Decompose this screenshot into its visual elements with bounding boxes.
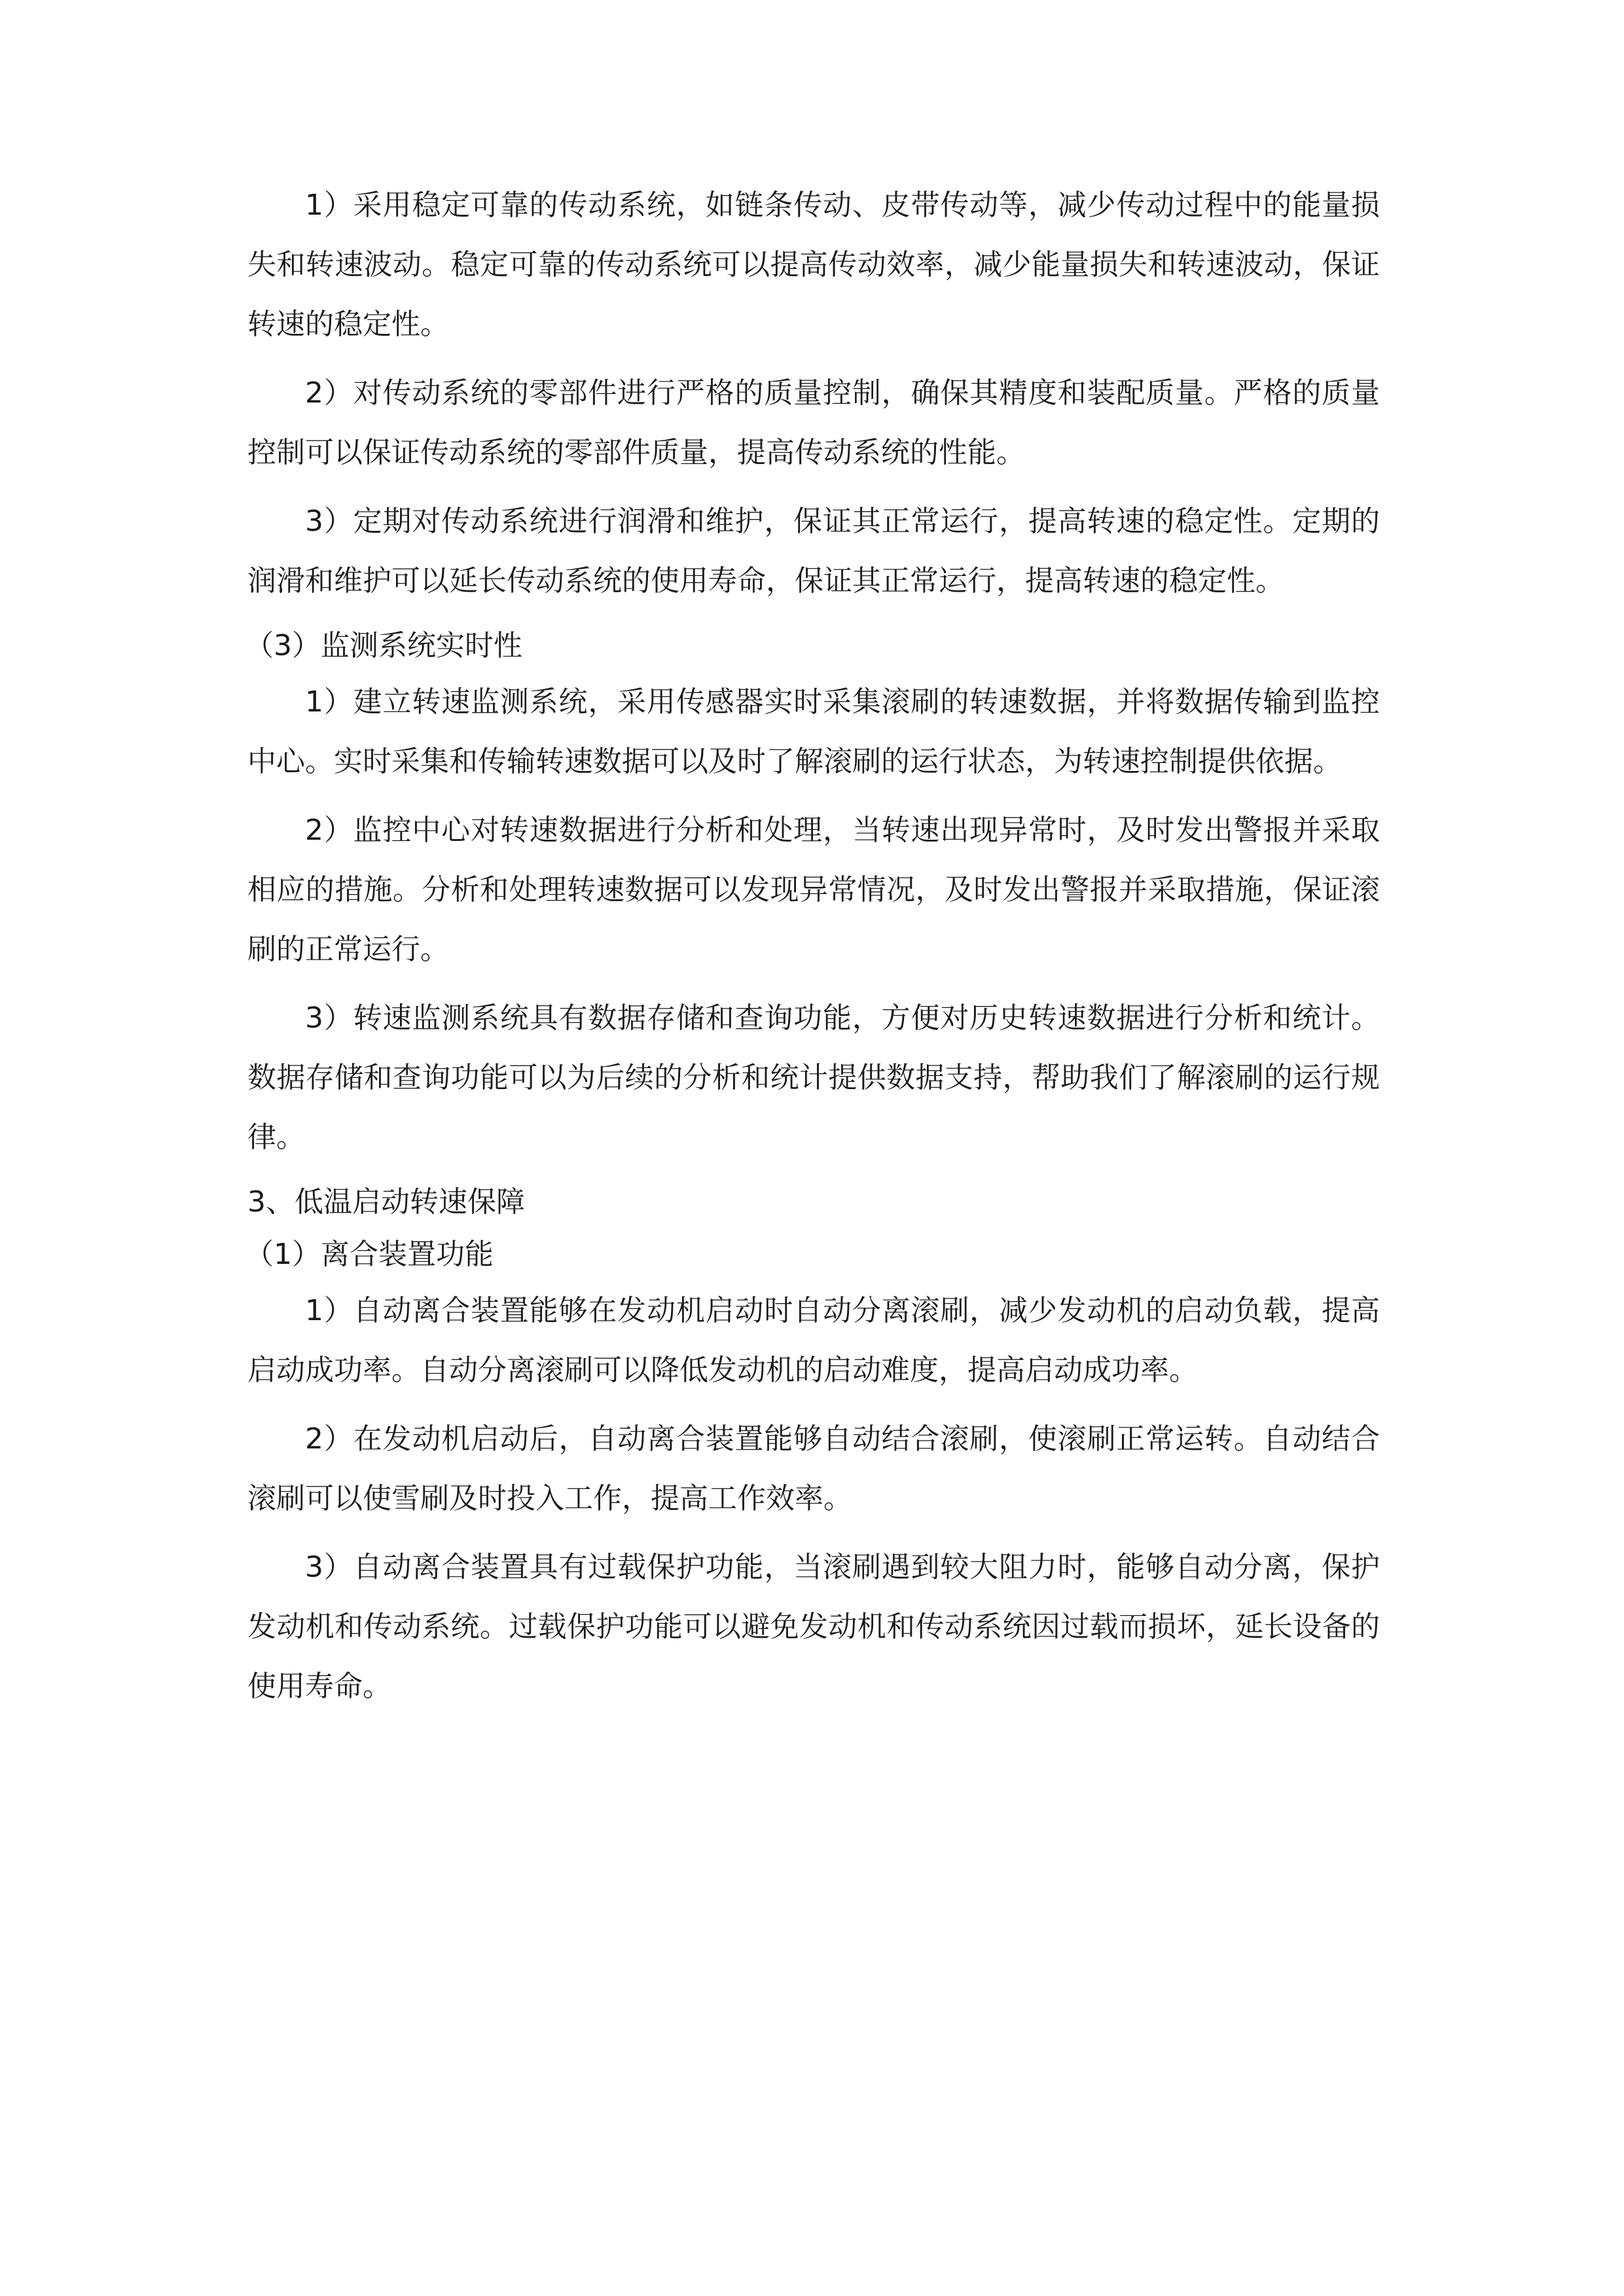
document-body xyxy=(247,175,1380,1725)
paragraph-clutch-2: 2）在发动机启动后，自动离合装置能够自动结合滚刷，使滚刷正常运转。自动结合滚刷可以使雪刷及时投入工作，提高工作效率。 xyxy=(247,1422,1380,1515)
paragraph-monitoring-3: 3）转速监测系统具有数据存储和查询功能，方便对历史转速数据进行分析和统计。数据存储和查询功能可以为后续的分析和统计提供数据支持，帮助我们了解滚刷的运行规律。 xyxy=(247,1001,1380,1154)
subheading-clutch: （1）离合装置功能 xyxy=(245,1238,494,1271)
paragraph-monitoring-1: 1）建立转速监测系统，采用传感器实时采集滚刷的转速数据，并将数据传输到监控中心。实时采集和传输转速数据可以及时了解滚刷的运行状态，为转速控制提供依据。 xyxy=(247,685,1380,778)
paragraph-clutch-3: 3）自动离合装置具有过载保护功能，当滚刷遇到较大阻力时，能够自动分离，保护发动机和传动系统。过载保护功能可以避免发动机和传动系统因过载而损坏，延长设备的使用寿命。 xyxy=(247,1551,1380,1703)
paragraph-clutch-1: 1）自动离合装置能够在发动机启动时自动分离滚刷，减少发动机的启动负载，提高启动成功率。自动分离滚刷可以降低发动机的启动难度，提高启动成功率。 xyxy=(247,1294,1380,1387)
paragraph-monitoring-2: 2）监控中心对转速数据进行分析和处理，当转速出现异常时，及时发出警报并采取相应的措施。分析和处理转速数据可以发现异常情况，及时发出警报并采取措施，保证滚刷的正常运行。 xyxy=(247,814,1380,966)
paragraph-transmission-3: 3）定期对传动系统进行润滑和维护，保证其正常运行，提高转速的稳定性。定期的润滑和维护可以延长传动系统的使用寿命，保证其正常运行，提高转速的稳定性。 xyxy=(247,505,1380,598)
paragraph-transmission-1: 1）采用稳定可靠的传动系统，如链条传动、皮带传动等，减少传动过程中的能量损失和转速波动。稳定可靠的传动系统可以提高传动效率，减少能量损失和转速波动，保证转速的稳定性。 xyxy=(247,188,1380,341)
subheading-monitoring: （3）监测系统实时性 xyxy=(245,629,522,662)
section-heading-low-temp: 3、低温启动转速保障 xyxy=(247,1185,525,1219)
paragraph-transmission-2: 2）对传动系统的零部件进行严格的质量控制，确保其精度和装配质量。严格的质量控制可以保证传动系统的零部件质量，提高传动系统的性能。 xyxy=(247,376,1380,469)
